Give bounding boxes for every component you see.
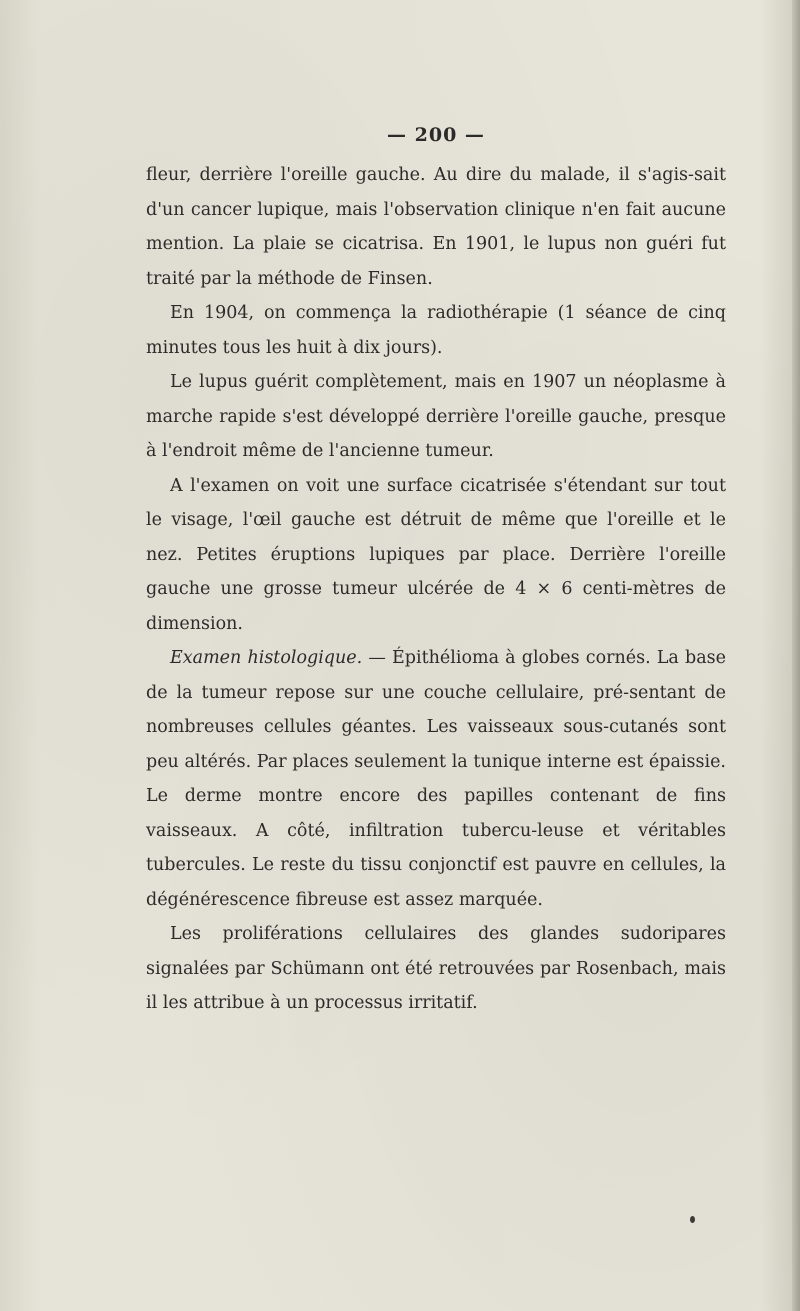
paragraph-4: A l'examen on voit une surface cicatrisée s'étendant sur tout le visage, l'œil gauche est détruit de même que l'oreille et le nez. Petites éruptions lupiques par place. Derrière l'oreille gauche une grosse tumeur ulcérée de 4 × 6 centi-mètres de dimension.	[146, 475, 726, 634]
section-heading-histology: Examen histologique.	[170, 648, 363, 668]
paragraph-6: Les proliférations cellulaires des glandes sudoripares signalées par Schümann ont été retrouvées par Rosenbach, mais il les attribue à un processus irritatif.	[146, 924, 726, 1013]
page-edge-shadow	[792, 0, 800, 1311]
paragraph-5-body: — Épithélioma à globes cornés. La base de la tumeur repose sur une couche cellulaire, pré-sentant de nombreuses cellules géantes. Les vaisseaux sous-cutanés sont peu altérés. Par places seulement la tunique interne est épaissie. Le derme montre encore des papilles contenant de fins vaisseaux. A côté, infiltration tubercu-leuse et véritables tubercules. Le reste du tissu conjonctif est pauvre en cellules, la dégénérescence fibreuse est assez marquée.	[146, 648, 726, 910]
page-number: — 200 —	[387, 124, 485, 146]
paragraph-3: Le lupus guérit complètement, mais en 1907 un néoplasme à marche rapide s'est développé derrière l'oreille gauche, presque à l'endroit même de l'ancienne tumeur.	[146, 372, 726, 461]
paragraph-1: fleur, derrière l'oreille gauche. Au dire du malade, il s'agis-sait d'un cancer lupique, mais l'observation clinique n'en fait aucune mention. La plaie se cicatrisa. En 1901, le lupus non guéri fut traité par la méthode de Finsen.	[146, 165, 726, 289]
ink-speck	[690, 1216, 695, 1223]
paragraph-5	[146, 641, 726, 917]
body-text	[146, 158, 726, 1021]
paragraph-2: En 1904, on commença la radiothérapie (1 séance de cinq minutes tous les huit à dix jours).	[146, 303, 726, 358]
